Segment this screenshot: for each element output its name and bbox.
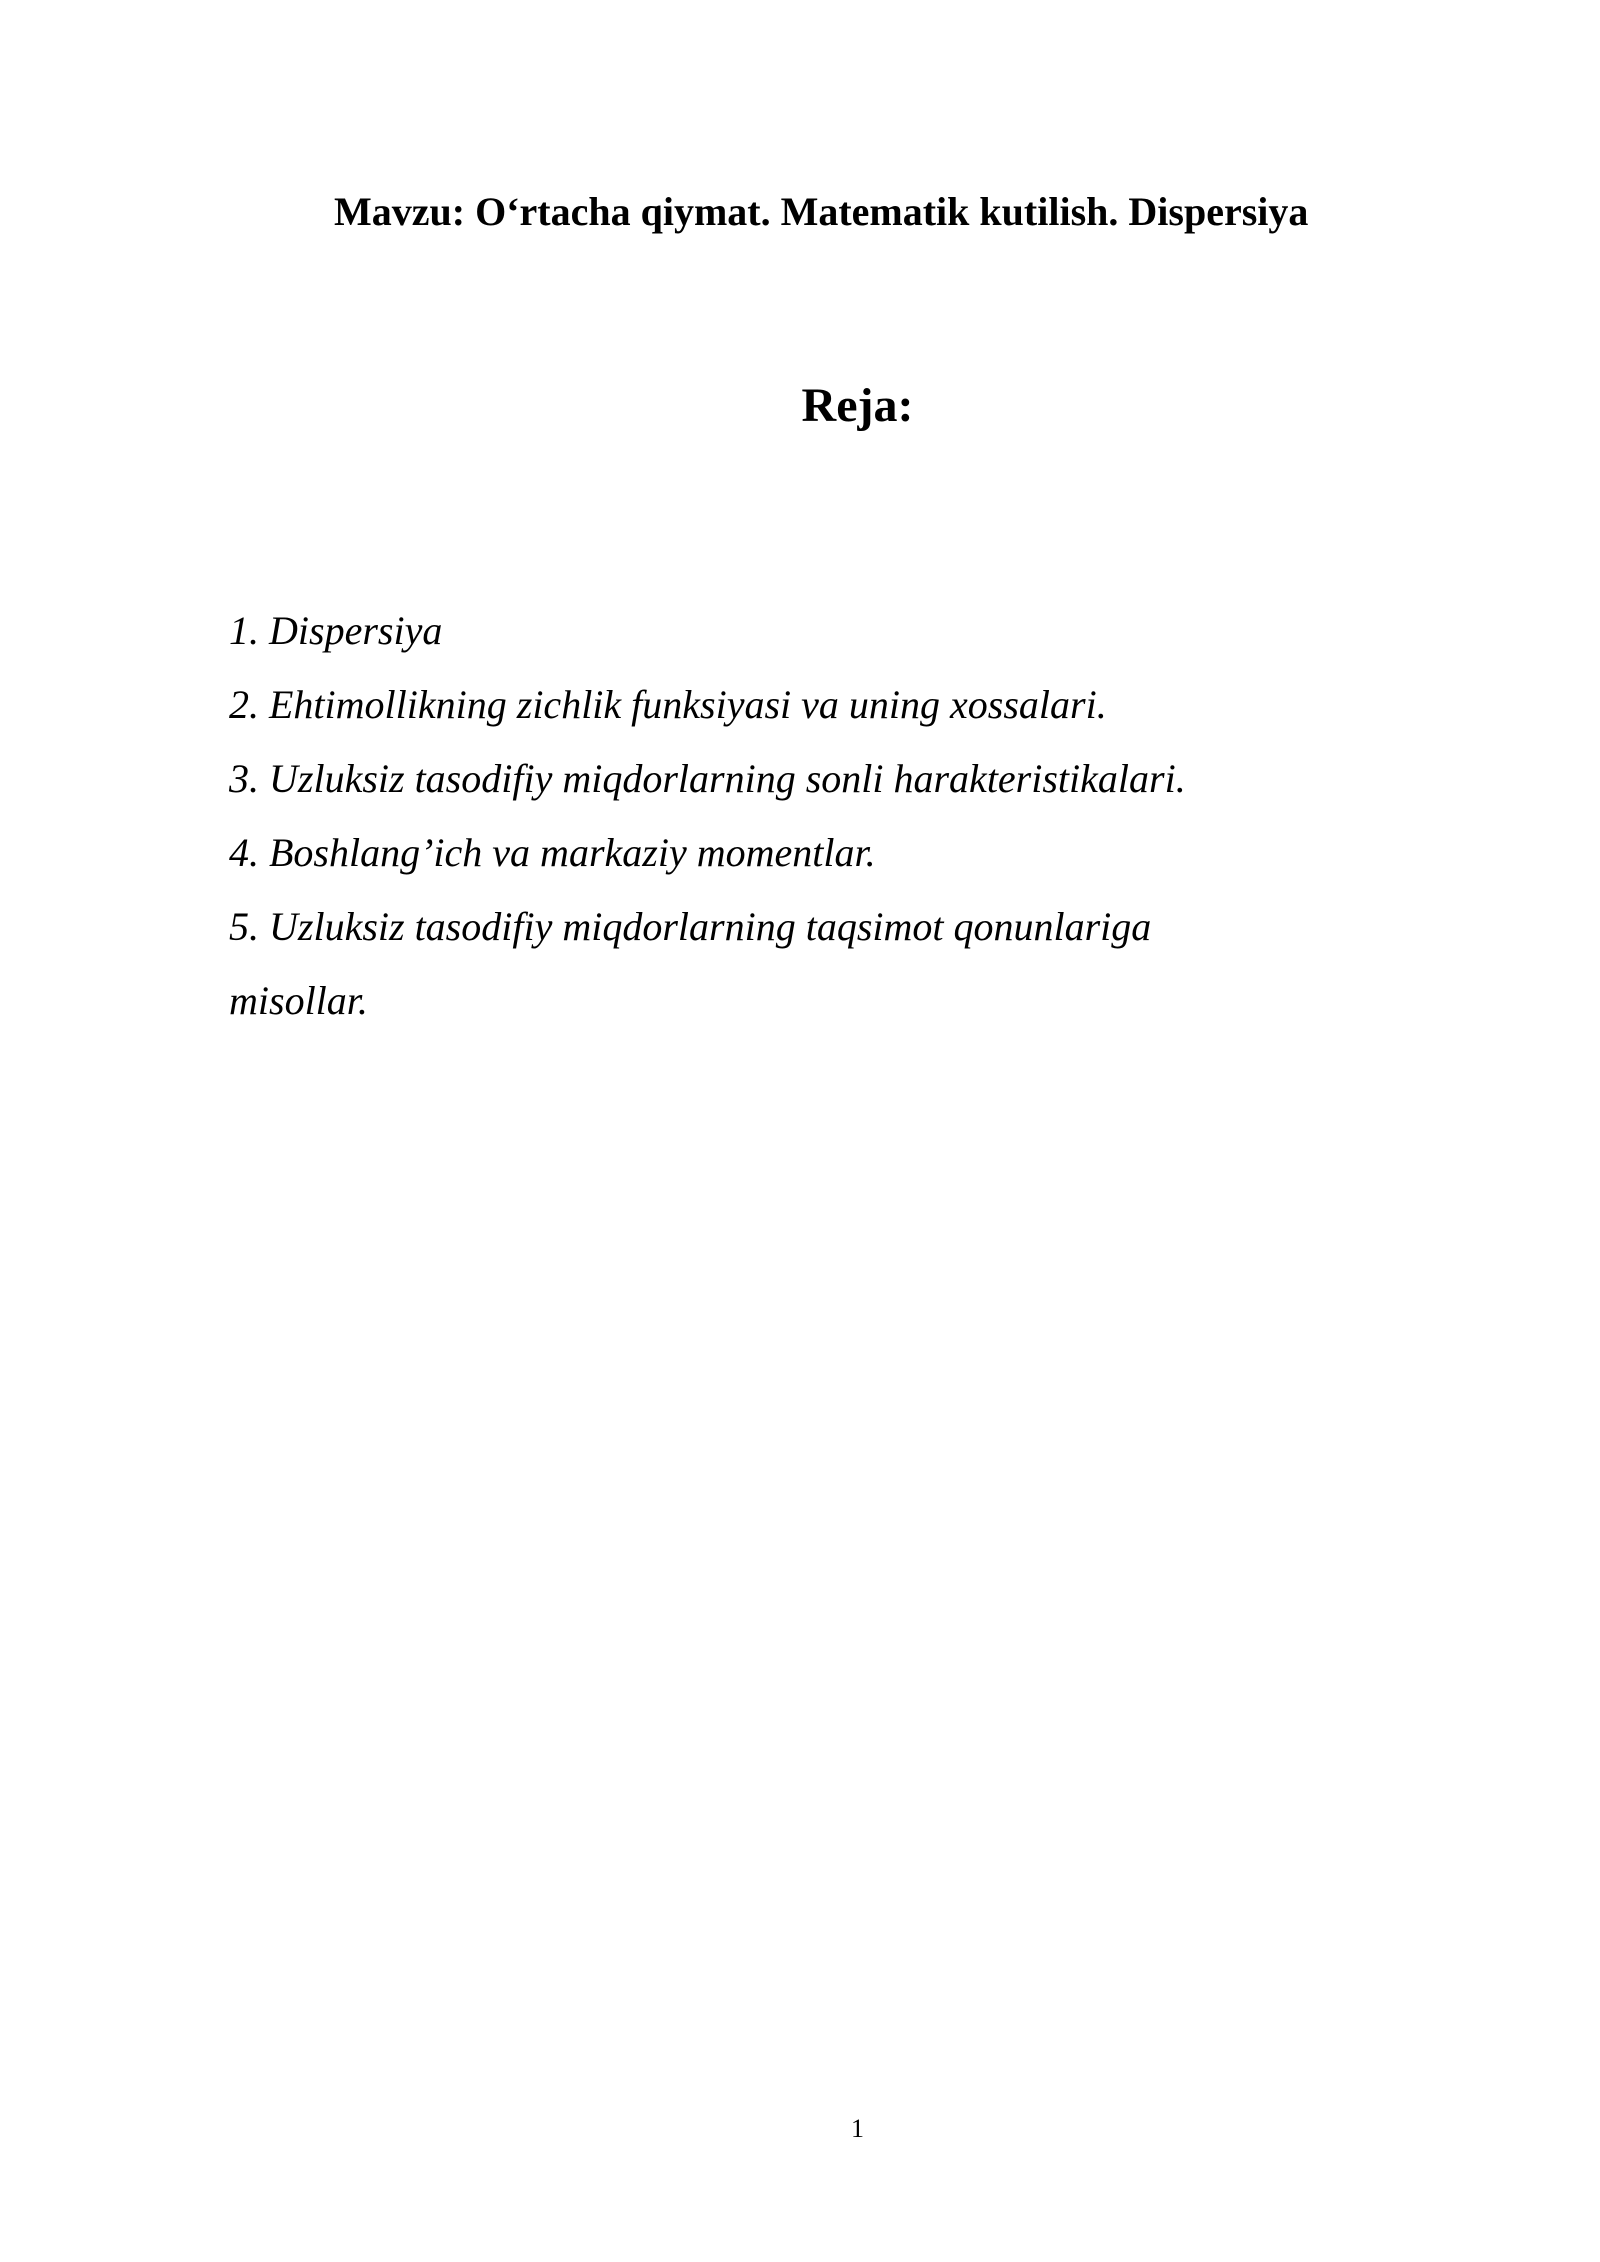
- page-number: 1: [851, 2114, 864, 2143]
- plan-list: [229, 594, 1329, 1038]
- topic-title: Mavzu: O‘rtacha qiymat. Matematik kutilish. Dispersiya: [334, 189, 1309, 234]
- plan-heading: Reja:: [801, 379, 914, 432]
- plan-item-1: 1. Dispersiya: [229, 608, 443, 653]
- plan-item-2: 2. Ehtimollikning zichlik funksiyasi va uning xossalari.: [229, 682, 1107, 727]
- plan-item-5: 5. Uzluksiz tasodifiy miqdorlarning taqsimot qonunlariga: [229, 904, 1152, 949]
- plan-item-4: 4. Boshlang’ich va markaziy momentlar.: [229, 830, 876, 875]
- plan-item-3: 3. Uzluksiz tasodifiy miqdorlarning sonli harakteristikalari.: [229, 756, 1186, 801]
- plan-item-5-continuation: misollar.: [229, 978, 368, 1023]
